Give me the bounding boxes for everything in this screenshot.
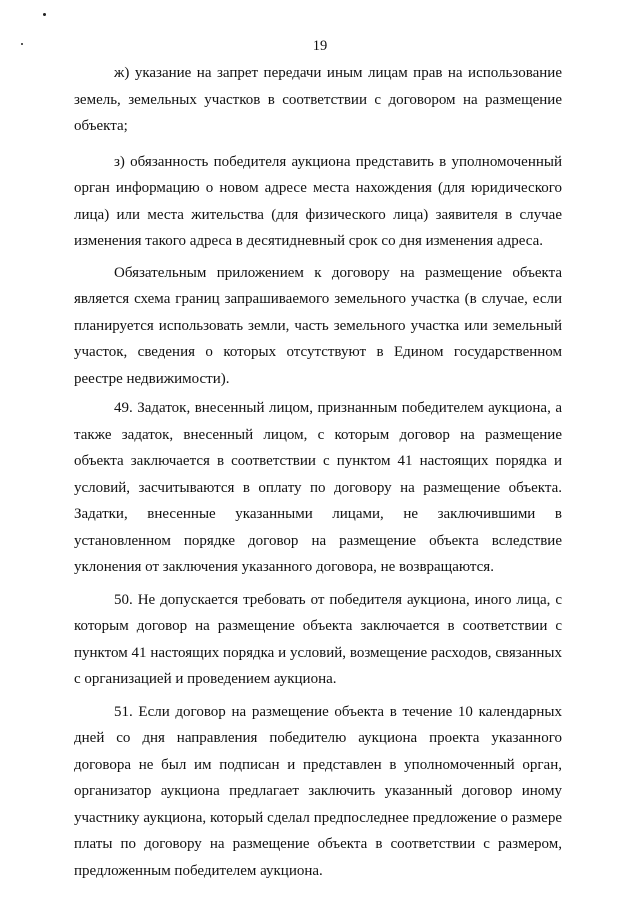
page-number: 19 [312,38,328,54]
paragraph-appendix: Обязательным приложением к договору на размещение объекта является схема границ запрашиваемого земельного участка (в случае, если планируется использовать земли, часть земельного участка или земельный участок, сведения о которых отсутствуют в Едином государственном реестре недвижимости). [74,264,562,387]
paragraph-z: з) обязанность победителя аукциона представить в уполномоченный орган информацию о новом адресе места нахождения (для юридического лица) или места жительства (для физического лица) заявителя в случае изменения такого адреса в десятидневный срок со дня изменения адреса. [74,153,562,249]
paragraph-51: 51. Если договор на размещение объекта в течение 10 календарных дней со дня направления победителю аукциона проекта указанного договора не был им подписан и представлен в уполномоченный орган, организатор аукциона предлагает заключить указанный договор иному участнику аукциона, который сделал предпоследнее предложение о размере платы по договору на размещение объекта в соответствии с размером, предложенным победителем аукциона. [74,703,562,879]
paragraph-49: 49. Задаток, внесенный лицом, признанным победителем аукциона, а также задаток, внесенный лицом, с которым договор на размещение объекта заключается в соответствии с пунктом 41 настоящих порядка и условий, засчитываются в оплату по договору на размещение объекта. Задатки, внесенные указанными лицами, не заключившими в установленном порядке договор на размещение объекта вследствие уклонения от заключения указанного договора, не возвращаются. [74,400,562,575]
scan-mark-dot [43,13,46,16]
paragraph-zh: ж) указание на запрет передачи иным лицам прав на использование земель, земельных участков в соответствии с договором на размещение объекта; [74,65,562,134]
paragraph-50: 50. Не допускается требовать от победителя аукциона, иного лица, с которым договор на размещение объекта заключается в соответствии с пунктом 41 настоящих порядка и условий, возмещение расходов, связанных с организацией и проведением аукциона. [74,591,562,687]
document-body [74,60,562,884]
